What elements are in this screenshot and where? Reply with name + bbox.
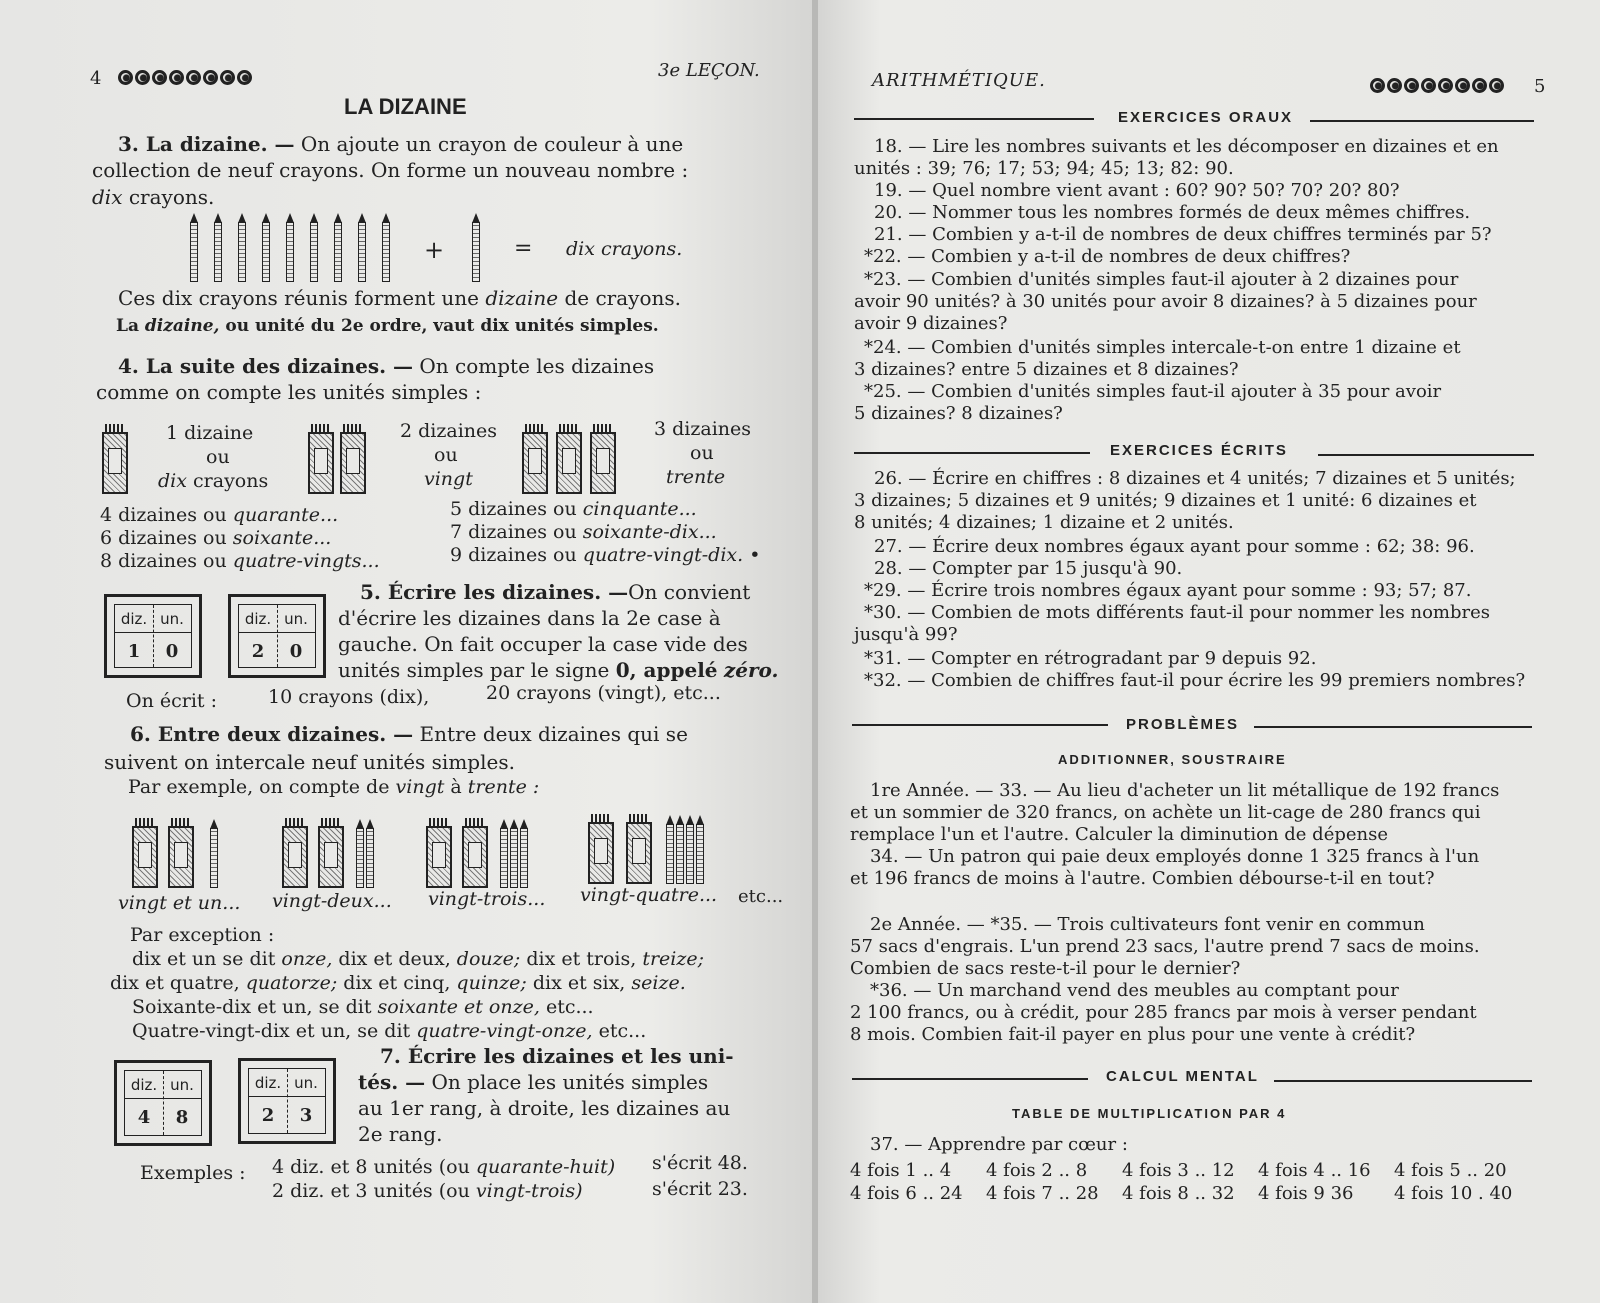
s7-heading: 7. Écrire les dizaines et les uni- <box>380 1044 734 1068</box>
s3-line3: crayons. <box>128 185 215 209</box>
bundle-icon <box>426 826 452 888</box>
pencil <box>214 222 222 282</box>
exemples-label: Exemples : <box>140 1162 246 1184</box>
pencil <box>686 824 694 884</box>
ornament-icon <box>118 70 254 89</box>
pencil-added <box>472 222 480 282</box>
bundle-icon <box>132 826 158 888</box>
e1c: dix et deux, <box>338 948 451 970</box>
equals-sign: = <box>514 236 533 261</box>
mult-row-2 <box>850 1183 1512 1204</box>
g2-ou: ou <box>434 444 458 466</box>
bundle-icon <box>318 826 344 888</box>
pencil <box>356 828 364 888</box>
mult-cell: 4 fois 2 .. 8 <box>986 1160 1088 1181</box>
rule <box>1318 454 1534 456</box>
place-value-box <box>228 594 326 678</box>
pencil <box>510 828 518 888</box>
right-running-head: ARITHMÉTIQUE. <box>872 70 1046 91</box>
s7-line1: On place les unités simples <box>431 1070 709 1094</box>
ex1b: quarante-huit) <box>475 1156 616 1178</box>
e2d: quinze; <box>456 972 527 994</box>
pencil <box>190 222 198 282</box>
s6-a: à <box>450 776 462 798</box>
ecrits-heading: EXERCICES ÉCRITS <box>1110 442 1288 459</box>
p35b: 57 sacs d'engrais. L'un prend 23 sacs, l'autre prend 7 sacs de moins. <box>850 936 1480 957</box>
s7-line2: au 1er rang, à droite, les dizaines au <box>358 1096 731 1120</box>
q24b: 3 dizaines? entre 5 dizaines et 8 dizaines? <box>854 359 1239 380</box>
p35a: 2e Année. — *35. — Trois cultivateurs font venir en commun <box>870 914 1425 935</box>
row-5-dizaines: 5 dizaines ou <box>450 498 577 520</box>
e2e: dix et six, <box>532 972 626 994</box>
g3-ou: ou <box>690 442 714 464</box>
g1-crayons: crayons <box>193 470 269 492</box>
ex2a: 2 diz. et 3 unités (ou <box>272 1180 470 1202</box>
row-7-dizaines: 7 dizaines ou <box>450 521 577 543</box>
q30b: jusqu'à 99? <box>854 624 958 645</box>
e3a: Soixante-dix et un, se dit <box>132 996 372 1018</box>
box4-un: 3 <box>299 1105 313 1126</box>
example-20: 20 crayons (vingt), etc... <box>486 682 721 704</box>
q20: 20. — Nommer tous les nombres formés de deux mêmes chiffres. <box>874 202 1471 223</box>
q27: 27. — Écrire deux nombres égaux ayant pour somme : 62; 38: 96. <box>874 536 1475 557</box>
bundle-icon <box>282 826 308 888</box>
s5-line1: On convient <box>628 580 751 604</box>
e1d: douze; <box>456 948 521 970</box>
e2b: quatorze; <box>245 972 338 994</box>
q23b: avoir 90 unités? à 30 unités pour avoir 8 dizaines? à 5 dizaines pour <box>854 291 1477 312</box>
e2f: seize. <box>631 972 686 994</box>
s4-line1: On compte les dizaines <box>419 354 655 378</box>
mult-cell: 4 fois 10 . 40 <box>1394 1183 1513 1204</box>
caption-22: vingt-deux... <box>272 890 392 912</box>
mult-row-1 <box>850 1160 1507 1181</box>
calcul-heading: CALCUL MENTAL <box>1106 1068 1259 1085</box>
row-8-dizaines: 8 dizaines ou <box>100 550 227 572</box>
s3-line1: On ajoute un crayon de couleur à une <box>300 132 684 156</box>
bundle-icon <box>556 432 582 494</box>
s3-line4: Ces dix crayons réunis forment une <box>118 286 479 310</box>
q32: *32. — Combien de chiffres faut-il pour écrire les 99 premiers nombres? <box>864 670 1526 691</box>
s6-heading: 6. Entre deux dizaines. — <box>130 722 414 746</box>
p33c: remplace l'un et l'autre. Calculer la diminution de dépense <box>850 824 1389 845</box>
s5-heading: 5. Écrire les dizaines. — <box>360 580 629 604</box>
row-9-dizaines: 9 dizaines ou <box>450 544 577 566</box>
mult-cell: 4 fois 7 .. 28 <box>986 1183 1099 1204</box>
pencil <box>310 222 318 282</box>
pencil <box>238 222 246 282</box>
plus-sign: + <box>424 236 445 264</box>
right-page <box>818 0 1600 1303</box>
s4-line2: comme on compte les unités simples : <box>96 380 482 404</box>
e3b: soixante et onze, <box>377 996 540 1018</box>
s4-heading: 4. La suite des dizaines. — <box>118 354 414 378</box>
place-value-box <box>238 1058 336 1144</box>
p35c: Combien de sacs reste-t-il pour le dernier? <box>850 958 1241 979</box>
pencil <box>500 828 508 888</box>
g2-vingt: vingt <box>424 468 473 490</box>
rule <box>852 1078 1088 1080</box>
p36a: *36. — Un marchand vend des meubles au comptant pour <box>870 980 1399 1001</box>
rule <box>1274 1080 1532 1082</box>
rule <box>1310 120 1534 122</box>
rule <box>1254 726 1532 728</box>
g1-label: 1 dizaine <box>166 422 254 444</box>
row-5-word: cinquante... <box>582 498 697 520</box>
e1f: treize; <box>642 948 705 970</box>
un-label: un. <box>160 610 184 628</box>
p33b: et un sommier de 320 francs, on achète un lit-cage de 280 francs qui <box>850 802 1481 823</box>
bundle-icon <box>462 826 488 888</box>
pencil <box>382 222 390 282</box>
diz-label: diz. <box>244 610 272 628</box>
g3-label: 3 dizaines <box>654 418 752 440</box>
s5-line2: d'écrire les dizaines dans la 2e case à <box>338 606 721 630</box>
q25a: *25. — Combien d'unités simples faut-il ajouter à 35 pour avoir <box>864 381 1442 402</box>
s3-line4-end: de crayons. <box>564 286 682 310</box>
on-ecrit: On écrit : <box>126 690 217 712</box>
e2c: dix et cinq, <box>343 972 451 994</box>
bundle-icon <box>588 822 614 884</box>
mult-cell: 4 fois 3 .. 12 <box>1122 1160 1235 1181</box>
ex2b: vingt-trois) <box>475 1180 583 1202</box>
e1e: dix et trois, <box>526 948 637 970</box>
q22: *22. — Combien y a-t-il de nombres de deux chiffres? <box>864 246 1351 267</box>
mult-cell: 4 fois 4 .. 16 <box>1258 1160 1371 1181</box>
q18a: 18. — Lire les nombres suivants et les décomposer en dizaines et en <box>874 136 1499 157</box>
box3-un: 8 <box>175 1107 189 1128</box>
calcul-subheading: TABLE DE MULTIPLICATION PAR 4 <box>1012 1106 1287 1121</box>
caption-21: vingt et un... <box>118 892 241 914</box>
p34b: et 196 francs de moins à l'autre. Combien débourse-t-il en tout? <box>850 868 1435 889</box>
g3-trente: trente <box>666 466 726 488</box>
problemes-heading: PROBLÈMES <box>1126 716 1240 733</box>
bundle-icon <box>590 432 616 494</box>
rule-a: La <box>116 316 139 336</box>
bundle-icon <box>340 432 366 494</box>
pencil <box>358 222 366 282</box>
ex1a: 4 diz. et 8 unités (ou <box>272 1156 470 1178</box>
e4b: quatre-vingt-onze, <box>416 1020 593 1042</box>
s6-vingt: vingt <box>395 776 445 798</box>
s5-zero-word: zéro. <box>723 658 779 682</box>
q24a: *24. — Combien d'unités simples intercale-t-on entre 1 dizaine et <box>864 337 1461 358</box>
q29: *29. — Écrire trois nombres égaux ayant pour somme : 93; 57; 87. <box>864 580 1472 601</box>
problemes-subheading: ADDITIONNER, SOUSTRAIRE <box>1058 752 1287 767</box>
pencil <box>676 824 684 884</box>
box2-diz: 2 <box>251 641 265 662</box>
g1-ou: ou <box>206 446 230 468</box>
dix-crayons-label: dix crayons. <box>566 238 683 260</box>
pencil <box>520 828 528 888</box>
row-6-dizaines: 6 dizaines ou <box>100 527 227 549</box>
caption-etc: etc... <box>738 886 784 907</box>
row-4-dizaines: 4 dizaines ou <box>100 504 227 526</box>
box3-diz: 4 <box>137 1107 151 1128</box>
pencil <box>696 824 704 884</box>
dizaine-rule <box>116 316 659 336</box>
e1b: onze, <box>281 948 333 970</box>
row-4-word: quarante... <box>232 504 339 526</box>
box4-diz: 2 <box>261 1105 275 1126</box>
right-page-number: 5 <box>1534 76 1546 97</box>
mult-cell: 4 fois 5 .. 20 <box>1394 1160 1507 1181</box>
rule-b: dizaine, <box>144 316 220 336</box>
q26c: 8 unités; 4 dizaines; 1 dizaine et 2 unités. <box>854 512 1234 533</box>
ornament-icon <box>1370 78 1506 97</box>
bundle-icon <box>102 432 128 494</box>
s6-line1: Entre deux dizaines qui se <box>419 722 688 746</box>
pencil <box>666 824 674 884</box>
mult-cell: 4 fois 9 36 <box>1258 1183 1354 1204</box>
caption-23: vingt-trois... <box>428 888 546 910</box>
e4c: etc... <box>598 1020 647 1042</box>
e4a: Quatre-vingt-dix et un, se dit <box>132 1020 411 1042</box>
s6-line2: suivent on intercale neuf unités simples. <box>104 750 515 774</box>
diz-label: diz. <box>254 1074 282 1092</box>
oraux-heading: EXERCICES ORAUX <box>1118 109 1294 126</box>
place-value-box <box>114 1060 212 1146</box>
p36b: 2 100 francs, ou à crédit, pour 285 francs par mois à verser pendant <box>850 1002 1477 1023</box>
s5-line3: gauche. On fait occuper la case vide des <box>338 632 748 656</box>
un-label: un. <box>170 1076 194 1094</box>
e2a: dix et quatre, <box>110 972 240 994</box>
row-8-word: quatre-vingts... <box>232 550 380 572</box>
g2-label: 2 dizaines <box>400 420 498 442</box>
ex1c: s'écrit 48. <box>652 1152 748 1174</box>
bundle-icon <box>308 432 334 494</box>
q31: *31. — Compter en rétrogradant par 9 depuis 92. <box>864 648 1317 669</box>
s3-line3-italic: dix <box>92 185 123 209</box>
q23c: avoir 9 dizaines? <box>854 313 1008 334</box>
p34a: 34. — Un patron qui paie deux employés donne 1 325 francs à l'un <box>870 846 1480 867</box>
q23a: *23. — Combien d'unités simples faut-il ajouter à 2 dizaines pour <box>864 269 1459 290</box>
bundle-icon <box>626 822 652 884</box>
pencil <box>334 222 342 282</box>
p33a: 1re Année. — 33. — Au lieu d'acheter un lit métallique de 192 francs <box>870 780 1500 801</box>
box1-un: 0 <box>165 641 179 662</box>
row-7-word: soixante-dix... <box>582 521 717 543</box>
s7-line3: 2e rang. <box>358 1122 443 1146</box>
e3c: etc... <box>545 996 594 1018</box>
g1-dix: dix <box>158 470 187 492</box>
bundle-icon <box>522 432 548 494</box>
q37: 37. — Apprendre par cœur : <box>870 1134 1128 1155</box>
mult-cell: 4 fois 1 .. 4 <box>850 1160 952 1181</box>
bundle-icon <box>168 826 194 888</box>
left-running-head: 3e LEÇON. <box>658 60 760 81</box>
rule-c: ou unité du 2e ordre, vaut dix unités simples. <box>225 316 659 336</box>
pencil <box>366 828 374 888</box>
par-exception: Par exception : <box>130 924 275 946</box>
s7-heading2: tés. — <box>358 1070 426 1094</box>
q19: 19. — Quel nombre vient avant : 60? 90? 50? 70? 20? 80? <box>874 180 1400 201</box>
p36c: 8 mois. Combien fait-il payer en plus pour une vente à crédit? <box>850 1024 1416 1045</box>
left-page-number: 4 <box>90 68 102 89</box>
mult-cell: 4 fois 6 .. 24 <box>850 1183 963 1204</box>
diz-label: diz. <box>120 610 148 628</box>
q28: 28. — Compter par 15 jusqu'à 90. <box>874 558 1183 579</box>
ex2c: s'écrit 23. <box>652 1178 748 1200</box>
q21: 21. — Combien y a-t-il de nombres de deux chiffres terminés par 5? <box>874 224 1492 245</box>
q26a: 26. — Écrire en chiffres : 8 dizaines et 4 unités; 7 dizaines et 5 unités; <box>874 468 1516 489</box>
pencil <box>262 222 270 282</box>
un-label: un. <box>284 610 308 628</box>
s5-zero: 0, appelé <box>615 658 718 682</box>
rule <box>854 118 1094 120</box>
box2-un: 0 <box>289 641 303 662</box>
pencil <box>210 828 218 888</box>
q25b: 5 dizaines? 8 dizaines? <box>854 403 1063 424</box>
lesson-title: LA DIZAINE <box>344 94 467 119</box>
rule <box>852 724 1108 726</box>
diz-label: diz. <box>130 1076 158 1094</box>
s5-line4: unités simples par le signe <box>338 658 610 682</box>
mult-cell: 4 fois 8 .. 32 <box>1122 1183 1235 1204</box>
rule <box>854 452 1090 454</box>
s6-trente: trente : <box>467 776 540 798</box>
e1a: dix et un se dit <box>132 948 276 970</box>
example-10: 10 crayons (dix), <box>268 686 430 708</box>
un-label: un. <box>294 1074 318 1092</box>
row-6-word: soixante... <box>232 527 332 549</box>
pencil <box>286 222 294 282</box>
s3-line4-italic: dizaine <box>485 286 559 310</box>
box1-diz: 1 <box>127 641 141 662</box>
q30a: *30. — Combien de mots différents faut-il pour nommer les nombres <box>864 602 1490 623</box>
s6-line3: Par exemple, on compte de <box>128 776 390 798</box>
s3-line2: collection de neuf crayons. On forme un nouveau nombre : <box>92 158 689 182</box>
caption-24: vingt-quatre... <box>580 884 718 906</box>
row-9-word: quatre-vingt-dix. • <box>582 544 761 566</box>
place-value-box <box>104 594 202 678</box>
q18b: unités : 39; 76; 17; 53; 94; 45; 13; 82: 90. <box>854 158 1234 179</box>
q26b: 3 dizaines; 5 dizaines et 9 unités; 9 dizaines et 1 unité: 6 dizaines et <box>854 490 1477 511</box>
s3-heading: 3. La dizaine. — <box>118 132 295 156</box>
